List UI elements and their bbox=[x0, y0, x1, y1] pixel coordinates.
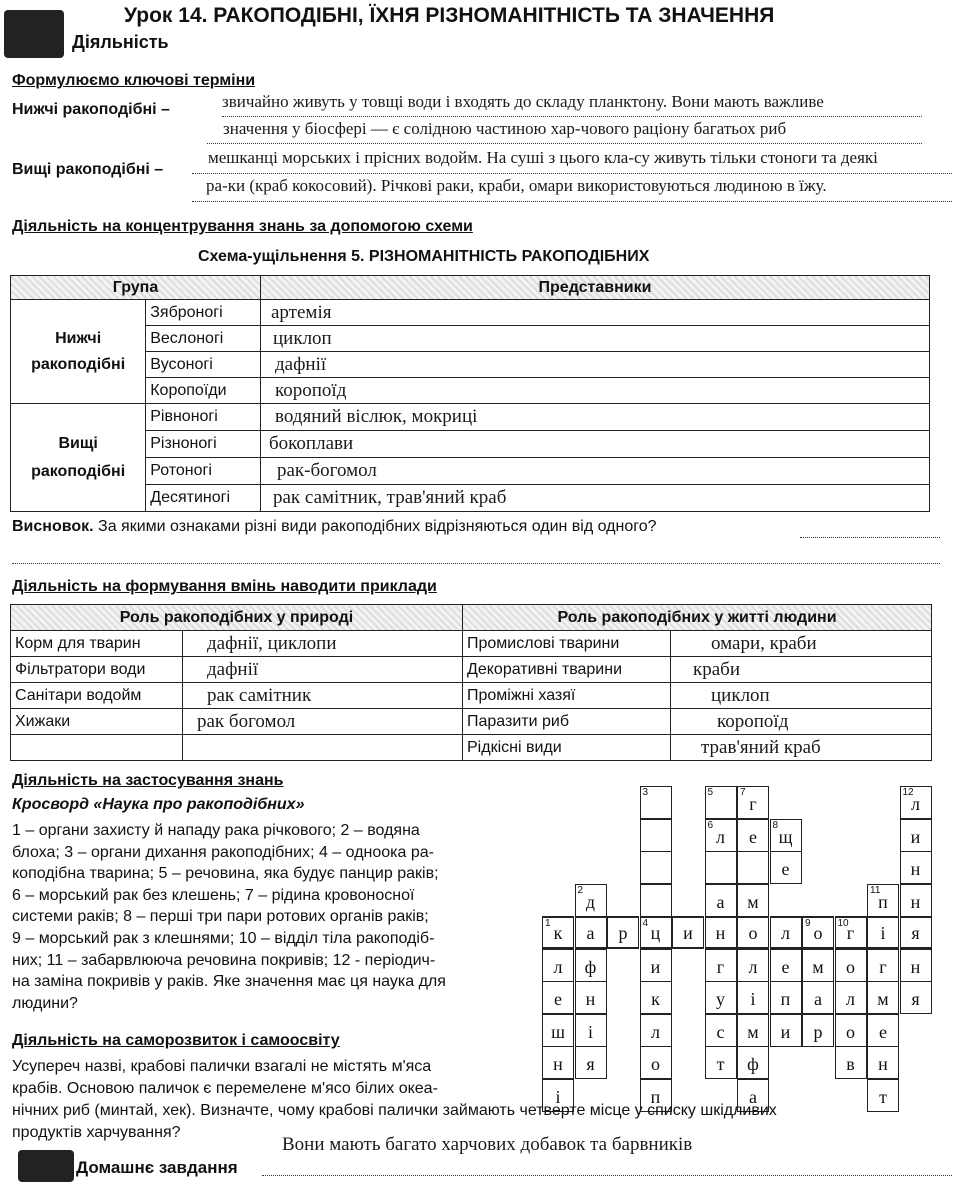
clue-line: 6 – морський рак без клешень; 7 – рідина кровоносної bbox=[12, 886, 415, 904]
clue-line: системи раків; 8 – перші три пари ротових органів раків; bbox=[12, 908, 429, 926]
crossword-cell-letter: р bbox=[813, 1021, 823, 1042]
crossword-cell-letter: а bbox=[749, 1086, 757, 1107]
human-role-label: Декоративні тварини bbox=[463, 657, 671, 683]
crossword-cell-letter: е bbox=[554, 989, 562, 1009]
crossword-cell-letter: о bbox=[651, 1054, 660, 1074]
crossword-cell bbox=[802, 949, 834, 982]
crossword-cell-letter: п bbox=[780, 989, 791, 1009]
crossword-cell-letter: и bbox=[910, 826, 921, 847]
crossword-cell bbox=[705, 949, 737, 982]
crossword-cell-letter: г bbox=[716, 956, 725, 977]
crossword-cell bbox=[640, 786, 672, 819]
conclusion bbox=[12, 518, 657, 536]
crossword-cell bbox=[640, 819, 672, 852]
crossword-cell bbox=[900, 819, 932, 852]
self-text-line: продуктів харчування? bbox=[12, 1124, 181, 1141]
human-role-value: циклоп bbox=[671, 683, 932, 709]
crossword-cell bbox=[802, 981, 834, 1014]
nature-role-value: рак самітник bbox=[183, 683, 463, 709]
clue-line: 9 – морський рак з клешнями; 10 – відділ тіла ракоподіб- bbox=[12, 929, 435, 947]
nature-role-label bbox=[11, 735, 183, 761]
crossword-cell bbox=[835, 981, 867, 1014]
crossword-cell-letter: р bbox=[618, 923, 628, 943]
crossword-cell bbox=[705, 981, 737, 1014]
crossword-cell-letter: і bbox=[750, 989, 756, 1009]
crossword-cell-letter: ф bbox=[584, 956, 597, 977]
crossword-cell-letter: и bbox=[780, 1021, 791, 1042]
col-group-header: Група bbox=[11, 276, 261, 300]
col-reps-header: Представники bbox=[261, 276, 930, 300]
crossword-cell bbox=[900, 916, 932, 949]
scheme-activity-heading: Діяльність на концентрування знань за допомогою схеми bbox=[12, 218, 473, 235]
clue-line: 1 – органи захисту й нападу рака річкового; 2 – водяна bbox=[12, 822, 420, 839]
crossword-cell bbox=[867, 981, 899, 1014]
crossword-cell bbox=[705, 786, 737, 819]
nature-role-value: рак богомол bbox=[183, 709, 463, 735]
crossword-cell bbox=[867, 884, 899, 917]
crossword-cell-number: 7 bbox=[740, 787, 746, 798]
subclass-cell: Коропоїди bbox=[146, 378, 261, 404]
crossword-cell-letter: н bbox=[910, 859, 921, 879]
crossword-cell bbox=[542, 981, 574, 1014]
crossword-cell bbox=[900, 786, 932, 819]
crossword-cell bbox=[835, 916, 867, 949]
human-role-value: омари, краби bbox=[671, 631, 932, 657]
crossword-cell-letter: н bbox=[585, 989, 596, 1009]
crossword-cell-letter: п bbox=[650, 1086, 661, 1107]
crossword-cell-letter: п bbox=[878, 891, 888, 912]
crossword-cell bbox=[640, 851, 672, 884]
self-text-line: Усупереч назві, крабові палички взагалі не містять м'яса bbox=[12, 1058, 432, 1075]
crossword-cell-letter: а bbox=[814, 989, 822, 1009]
human-role-label: Рідкісні види bbox=[463, 735, 671, 761]
crossword-cell bbox=[835, 1046, 867, 1079]
subclass-cell: Вусоногі bbox=[146, 352, 261, 378]
crossword-cell bbox=[770, 981, 802, 1014]
representative-cell: дафнії bbox=[261, 352, 930, 378]
crossword-cell-number: 1 bbox=[545, 918, 551, 929]
crossword-cell-letter: л bbox=[748, 956, 758, 977]
crossword-cell-letter: н bbox=[910, 891, 921, 912]
crossword-cell-letter: щ bbox=[778, 826, 793, 847]
nature-role-label: Фільтратори води bbox=[11, 657, 183, 683]
crossword-cell-number: 9 bbox=[805, 918, 811, 929]
subclass-cell: Зяброногі bbox=[146, 300, 261, 326]
human-role-value: трав'яний краб bbox=[671, 735, 932, 761]
crossword-cell bbox=[900, 981, 932, 1014]
crossword-title: Кросворд «Наука про ракоподібних» bbox=[12, 796, 305, 813]
crossword-cell-letter: о bbox=[846, 956, 855, 977]
crossword-cell bbox=[705, 916, 737, 949]
crossword-cell-letter: л bbox=[781, 923, 790, 943]
crossword-cell bbox=[770, 819, 802, 852]
crossword-cell-letter: я bbox=[911, 923, 920, 943]
crossword-cell-letter: г bbox=[879, 956, 887, 977]
crossword-cell bbox=[672, 916, 704, 949]
crossword-cell-letter: м bbox=[877, 989, 889, 1009]
crossword-cell-letter: к bbox=[651, 989, 660, 1009]
crossword-cell-letter: т bbox=[716, 1054, 725, 1074]
crossword-cell bbox=[575, 981, 607, 1014]
higher-term-def-2: ра-ки (краб кокосовий). Річкові раки, краби, омари використовуються людиною в їжу. bbox=[192, 176, 952, 202]
crossword-cell-letter: о bbox=[813, 923, 823, 943]
human-role-label: Паразити риб bbox=[463, 709, 671, 735]
crossword-cell bbox=[542, 916, 574, 949]
nature-role-value bbox=[183, 735, 463, 761]
crossword-cell bbox=[900, 884, 932, 917]
crossword-cell bbox=[575, 949, 607, 982]
crossword-cell bbox=[802, 916, 834, 949]
crossword-cell bbox=[900, 949, 932, 982]
higher-group-cell bbox=[11, 404, 146, 512]
lesson-logo-icon bbox=[4, 10, 64, 58]
crossword-cell bbox=[835, 949, 867, 982]
crossword-cell-letter: е bbox=[781, 859, 790, 879]
nature-role-label: Корм для тварин bbox=[11, 631, 183, 657]
crossword-cell bbox=[640, 884, 672, 917]
crossword-cell-letter: в bbox=[846, 1054, 855, 1074]
subclass-cell: Різноногі bbox=[146, 431, 261, 458]
representative-cell: рак самітник, трав'яний краб bbox=[261, 485, 930, 512]
crossword-cell bbox=[640, 916, 672, 949]
clue-line: коподібна тварина; 5 – речовина, яка будує панцир раків; bbox=[12, 865, 439, 883]
conclusion-question: За якими ознаками різні види ракоподібних відрізняються один від одного? bbox=[98, 518, 657, 535]
human-role-value: коропоїд bbox=[671, 709, 932, 735]
crossword-cell-letter: к bbox=[553, 923, 563, 943]
terms-heading: Формулюємо ключові терміни bbox=[12, 72, 256, 89]
crossword-cell-letter: л bbox=[716, 826, 725, 847]
crossword-cell-letter: и bbox=[650, 956, 661, 977]
crossword-cell-letter: е bbox=[879, 1021, 887, 1042]
clue-line: людини? bbox=[12, 994, 78, 1012]
col-human-header: Роль ракоподібних у житті людини bbox=[463, 605, 932, 631]
crossword-cell-letter: л bbox=[553, 956, 563, 977]
representative-cell: бокоплави bbox=[261, 431, 930, 458]
human-role-value: краби bbox=[671, 657, 932, 683]
crossword-cell-letter: ф bbox=[747, 1054, 759, 1074]
homework-line bbox=[262, 1160, 952, 1176]
crossword-cell-letter: м bbox=[747, 1021, 759, 1042]
crossword-cell-letter: м bbox=[747, 891, 759, 912]
crossword-cell bbox=[575, 1014, 607, 1047]
crossword-cell-letter: т bbox=[879, 1086, 887, 1107]
crossword-cell-letter: і bbox=[555, 1086, 561, 1107]
crossword-cell bbox=[575, 916, 607, 949]
crossword-cell bbox=[640, 981, 672, 1014]
crossword-cell-number: 3 bbox=[642, 787, 649, 798]
crossword-cell bbox=[867, 949, 899, 982]
crossword-cell-letter: ц bbox=[650, 923, 661, 943]
crossword-cell-number: 8 bbox=[772, 819, 779, 831]
representative-cell: рак-богомол bbox=[261, 458, 930, 485]
higher-group-line2: ракоподібні bbox=[31, 462, 126, 480]
crossword-cell bbox=[705, 1014, 737, 1047]
clue-line: блоха; 3 – органи дихання ракоподібних; 4 – одноока ра- bbox=[12, 843, 434, 861]
representative-cell: водяний віслюк, мокриці bbox=[261, 404, 930, 431]
crossword-cell-letter: д bbox=[585, 891, 596, 912]
crossword-cell-number: 10 bbox=[837, 918, 849, 929]
clue-line: них; 11 – забарвлююча речовина покривів; 12 - періодич- bbox=[12, 951, 436, 969]
crossword-cell bbox=[770, 916, 802, 949]
conclusion-answer-line-2 bbox=[12, 546, 940, 564]
nature-role-value: дафнії bbox=[183, 657, 463, 683]
crossword-cell-letter: г bbox=[749, 794, 757, 814]
crossword-cell bbox=[737, 819, 769, 852]
subclass-cell: Десятиногі bbox=[146, 485, 261, 512]
apply-activity-heading: Діяльність на застосування знань bbox=[12, 772, 284, 789]
scheme-title: Схема-ущільнення 5. РІЗНОМАНІТНІСТЬ РАКОПОДІБНИХ bbox=[198, 248, 650, 265]
higher-group-line1: Вищі bbox=[58, 434, 98, 452]
human-role-label: Проміжні хазяї bbox=[463, 683, 671, 709]
crossword-cell-number: 2 bbox=[577, 884, 584, 896]
crossword-cell-letter: г bbox=[846, 923, 855, 943]
crossword-cell-number: 11 bbox=[870, 884, 881, 896]
crossword-cell-letter: л bbox=[651, 1021, 660, 1042]
crossword-cell-letter: н bbox=[878, 1054, 888, 1074]
higher-term-def-1: мешканці морських і прісних водойм. На суші з цього кла-су живуть тільки стоноги та деякі bbox=[192, 148, 952, 174]
nature-role-label: Хижаки bbox=[11, 709, 183, 735]
homework-label: Домашнє завдання bbox=[76, 1158, 238, 1177]
crossword-cell-letter: е bbox=[749, 826, 757, 847]
lower-term-def-2: значення у біосфері — є солідною частиною хар-чового раціону багатьох риб bbox=[207, 119, 922, 144]
nature-role-label: Санітари водойм bbox=[11, 683, 183, 709]
subclass-cell: Ротоногі bbox=[146, 458, 261, 485]
crossword-cell-letter: ш bbox=[551, 1021, 565, 1042]
human-role-label: Промислові тварини bbox=[463, 631, 671, 657]
self-text-line: крабів. Основою паличок є перемелене м'ясо білих океа- bbox=[12, 1080, 438, 1097]
crossword-cell bbox=[737, 949, 769, 982]
crossword-cell-letter: с bbox=[716, 1021, 725, 1042]
crossword-cell bbox=[835, 1014, 867, 1047]
crossword-cell-letter: о bbox=[846, 1021, 855, 1042]
activity-subtitle: Діяльність bbox=[72, 32, 169, 52]
crossword-cell bbox=[737, 1014, 769, 1047]
self-activity-heading: Діяльність на саморозвиток і самоосвіту bbox=[12, 1032, 340, 1049]
roles-activity-heading: Діяльність на формування вмінь наводити приклади bbox=[12, 578, 437, 595]
crossword-cell bbox=[900, 851, 932, 884]
nature-role-value: дафнії, циклопи bbox=[183, 631, 463, 657]
crossword-cell bbox=[737, 786, 769, 819]
crossword-cell bbox=[705, 819, 737, 852]
clue-line: на заміна покривів у раків. Яке значення має ця наука для bbox=[12, 973, 446, 991]
crossword-cell bbox=[770, 851, 802, 884]
crossword-cell bbox=[640, 949, 672, 982]
crossword-cell bbox=[737, 884, 769, 917]
crossword-cell-letter: а bbox=[586, 923, 595, 943]
representative-cell: циклоп bbox=[261, 326, 930, 352]
crossword-cell-letter: і bbox=[587, 1021, 593, 1042]
representative-cell: коропоїд bbox=[261, 378, 930, 404]
crossword-cell-letter: я bbox=[911, 989, 920, 1009]
crossword-cell-letter: н bbox=[715, 923, 726, 943]
subclass-cell: Веслоногі bbox=[146, 326, 261, 352]
crossword-cell bbox=[705, 851, 737, 884]
homework-icon bbox=[18, 1150, 74, 1182]
crossword-cell-letter: е bbox=[781, 956, 790, 977]
self-text-line: нічних риб (минтай, хек). Визначте, чому крабові палички займають четверте місце у списку шкідливих bbox=[12, 1102, 777, 1119]
crossword-cell bbox=[867, 916, 899, 949]
crossword-cell bbox=[867, 1046, 899, 1079]
crossword-cell bbox=[737, 851, 769, 884]
crossword-clues bbox=[12, 820, 532, 1014]
crossword-cell-letter: у bbox=[716, 989, 725, 1009]
diversity-table bbox=[10, 275, 930, 512]
crossword-cell-letter: і bbox=[880, 923, 886, 943]
lower-group-line1: Нижчі bbox=[55, 329, 102, 347]
crossword-cell-letter: л bbox=[911, 794, 920, 814]
roles-table bbox=[10, 604, 932, 761]
subclass-cell: Рівноногі bbox=[146, 404, 261, 431]
crossword-cell-letter: я bbox=[586, 1054, 595, 1074]
lower-term-def-1: звичайно живуть у товщі води і входять до складу планктону. Вони мають важливе bbox=[222, 92, 922, 117]
crossword-cell-letter: м bbox=[812, 956, 824, 977]
crossword-cell-letter: н bbox=[553, 1054, 563, 1074]
higher-term-label: Вищі ракоподібні – bbox=[12, 161, 164, 178]
crossword-cell bbox=[770, 1014, 802, 1047]
crossword-cell bbox=[542, 1014, 574, 1047]
crossword-cell-number: 4 bbox=[642, 918, 649, 929]
crossword-cell bbox=[770, 949, 802, 982]
col-nature-header: Роль ракоподібних у природі bbox=[11, 605, 463, 631]
crossword-cell bbox=[640, 1014, 672, 1047]
crossword-cell-number: 12 bbox=[902, 787, 914, 798]
crossword-cell-letter: н bbox=[910, 956, 921, 977]
crossword-cell bbox=[607, 916, 639, 949]
lower-group-line2: ракоподібні bbox=[31, 355, 126, 373]
crossword-cell bbox=[867, 1014, 899, 1047]
crossword-cell-number: 6 bbox=[707, 819, 714, 831]
crossword-cell bbox=[575, 884, 607, 917]
crossword-cell bbox=[737, 981, 769, 1014]
self-answer: Вони мають багато харчових добавок та барвників bbox=[282, 1134, 693, 1155]
crossword-cell-letter: о bbox=[748, 923, 758, 943]
conclusion-answer-line-1 bbox=[800, 520, 940, 538]
crossword-cell-letter: и bbox=[683, 923, 693, 943]
self-text bbox=[12, 1056, 777, 1144]
conclusion-label: Висновок. bbox=[12, 518, 94, 535]
crossword-cell bbox=[867, 1079, 899, 1112]
crossword-cell-letter: а bbox=[716, 891, 725, 912]
crossword-cell bbox=[737, 916, 769, 949]
lower-term-label: Нижчі ракоподібні – bbox=[12, 101, 170, 118]
lesson-title: Урок 14. РАКОПОДІБНІ, ЇХНЯ РІЗНОМАНІТНІСТЬ ТА ЗНАЧЕННЯ bbox=[124, 4, 775, 27]
crossword-cell bbox=[542, 949, 574, 982]
crossword-cell-number: 5 bbox=[707, 787, 714, 798]
lower-group-cell bbox=[11, 300, 146, 404]
crossword-cell-letter: л bbox=[846, 989, 855, 1009]
crossword-cell bbox=[705, 884, 737, 917]
crossword-cell bbox=[802, 1014, 834, 1047]
representative-cell: артемія bbox=[261, 300, 930, 326]
